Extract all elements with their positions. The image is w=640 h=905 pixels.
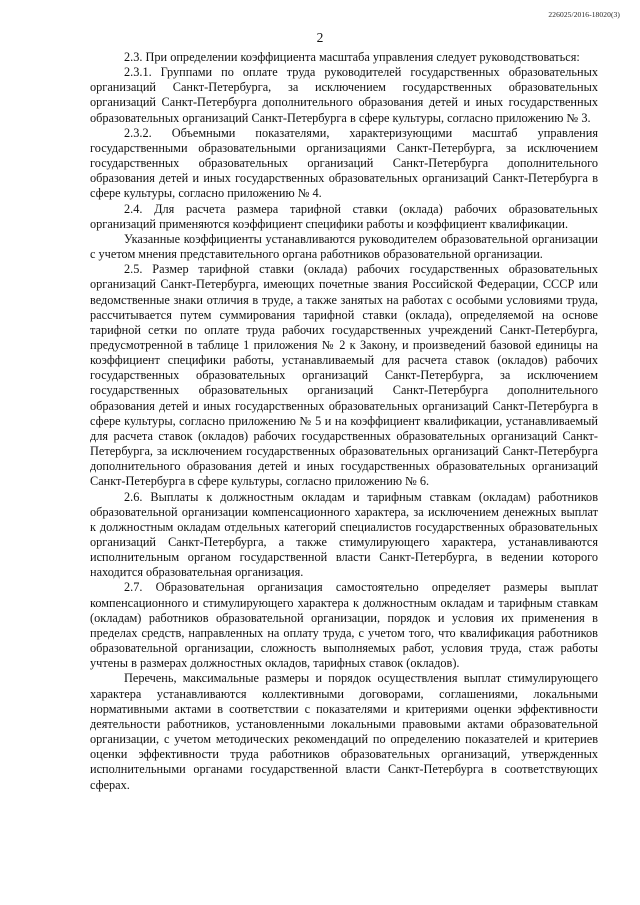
paragraph-coefficients-note: Указанные коэффициенты устанавливаются руководителем образовательной организации с учетом мнения представительного органа работников образовательной организации.	[90, 231, 598, 262]
paragraph-2-3-2: 2.3.2. Объемными показателями, характеризующими масштаб управления государственными образовательными организациями Санкт-Петербурга, за исключением государственных образовательных организаций Санкт-Петербурга дополнительного образования детей и иных государственных образовательных организаций Санкт-Петербурга в сфере культуры, согласно приложению № 4.	[90, 125, 598, 201]
paragraph-2-3-1: 2.3.1. Группами по оплате труда руководителей государственных образовательных организаций Санкт-Петербурга, за исключением государственных образовательных организаций Санкт-Петербурга дополнительного образования детей и иных государственных образовательных организаций Санкт-Петербурга в сфере культуры, согласно приложению № 3.	[90, 65, 598, 125]
paragraph-2-7: 2.7. Образовательная организация самостоятельно определяет размеры выплат компенсационного и стимулирующего характера к должностным окладам и тарифным ставкам (окладам) работников образовательной организации, порядок и условия их применения в пределах средств, направленных на оплату труда, с учетом того, что квалификация работников образовательной организации, сложность выполняемых работ, условия труда, стаж работы учтены в размерах должностных окладов, тарифных ставок (окладов).	[90, 580, 598, 671]
paragraph-2-4: 2.4. Для расчета размера тарифной ставки (оклада) рабочих образовательных организаций применяются коэффициент специфики работы и коэффициент квалификации.	[90, 201, 598, 231]
paragraph-2-5: 2.5. Размер тарифной ставки (оклада) рабочих государственных образовательных организаций Санкт-Петербурга, имеющих почетные звания Российской Федерации, СССР или ведомственные знаки отличия в труде, а также занятых на работах с особыми условиями труда, рассчитывается путем суммирования тарифной ставки (оклада), определяемой на основе тарифной сетки по оплате труда рабочих государственных учреждений Санкт-Петербурга, предусмотренной в таблице 1 приложения № 2 к Закону, и произведений базовой единицы на коэффициент специфики работы, устанавливаемый для расчета ставок (окладов) рабочих государственных образовательных организаций Санкт-Петербурга, за исключением государственных образовательных организаций Санкт-Петербурга дополнительного образования детей и иных государственных образовательных организаций Санкт-Петербурга в сфере культуры, согласно приложению № 5 и на коэффициент квалификации, устанавливаемый для расчета ставок (окладов) рабочих государственных образовательных организаций Санкт-Петербурга, за исключением государственных образовательных организаций Санкт-Петербурга дополнительного образования детей и иных государственных образовательных организаций Санкт-Петербурга в сфере культуры, согласно приложению № 6.	[90, 262, 598, 489]
paragraph-2-6: 2.6. Выплаты к должностным окладам и тарифным ставкам (окладам) работников образовательной организации компенсационного характера, за исключением денежных выплат к должностным окладам отдельных категорий специалистов государственных образовательных организаций Санкт-Петербурга, а также стимулирующего характера, устанавливаются исполнительным органом государственной власти Санкт-Петербурга, в ведении которого находится образовательная организация.	[90, 489, 598, 580]
document-registration-code: 226025/2016-18020(3)	[548, 10, 620, 19]
paragraph-2-3: 2.3. При определении коэффициента масштаба управления следует руководствоваться:	[124, 50, 580, 64]
document-body	[90, 50, 598, 793]
page-number: 2	[316, 30, 324, 45]
paragraph-payments-list: Перечень, максимальные размеры и порядок осуществления выплат стимулирующего характера устанавливаются коллективными договорами, соглашениями, локальными нормативными актами в соответствии с показателями и критериями оценки эффективности деятельности работников, установленными локальными правовыми актами образовательной организации, с учетом методических рекомендаций по определению показателей и критериев оценки эффективности труда работников образовательных организаций, утвержденных исполнительными органами государственной власти Санкт-Петербурга в соответствующих сферах.	[90, 671, 598, 792]
